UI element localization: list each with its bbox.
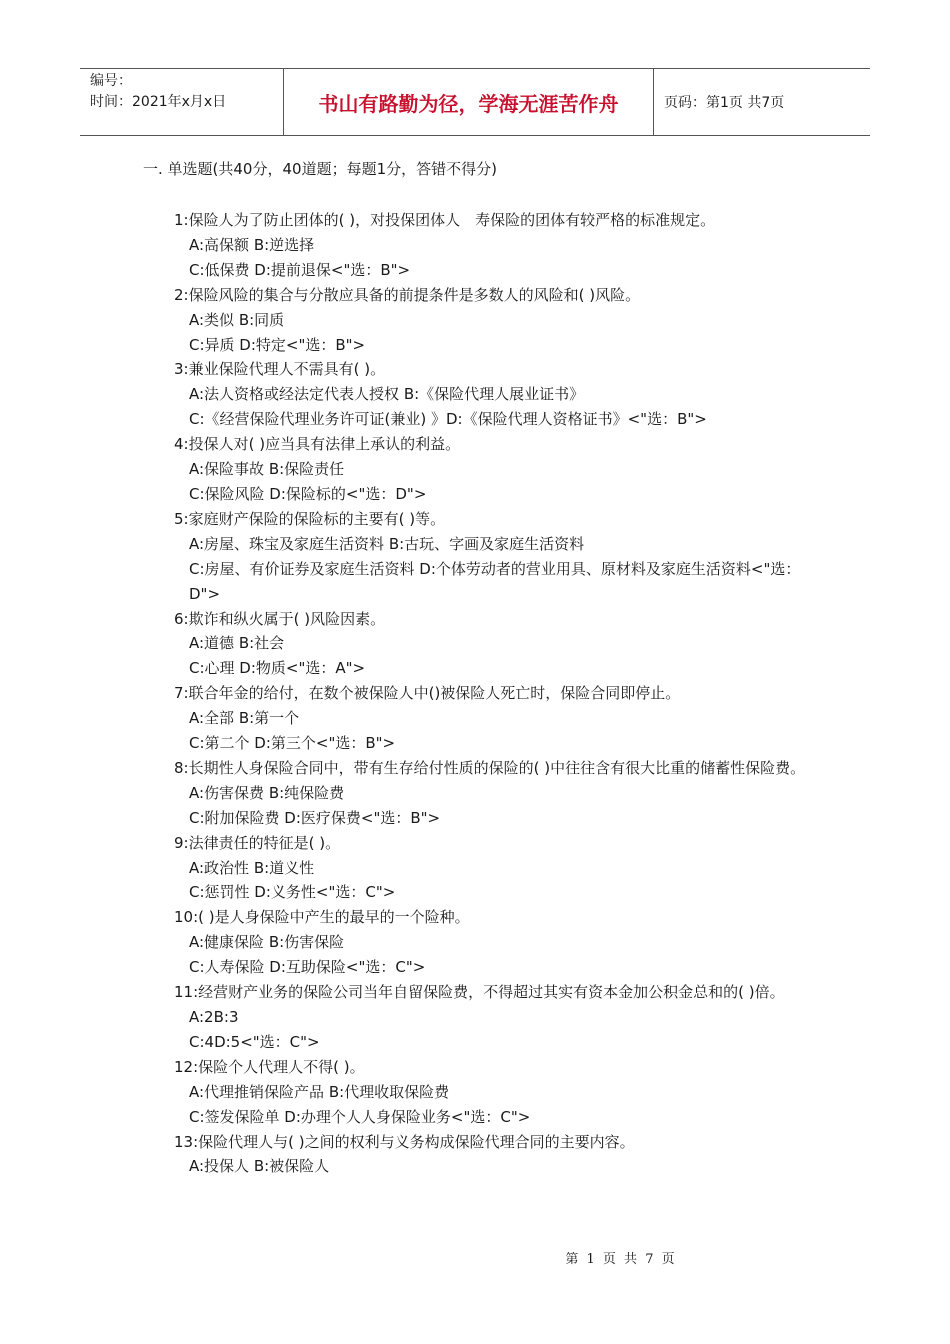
question-options-ab: A:2B:3 xyxy=(189,1008,239,1026)
page-header xyxy=(80,68,870,136)
question-stem: 6:欺诈和纵火属于( )风险因素。 xyxy=(174,609,386,628)
question-item xyxy=(172,507,812,607)
question-item xyxy=(172,905,812,980)
page-label: 页码：第1页 共7页 xyxy=(664,95,785,111)
question-list xyxy=(172,208,812,1179)
question-options-cd: C:4D:5<"选：C"> xyxy=(189,1032,320,1051)
question-options-ab: A:投保人 B:被保险人 xyxy=(189,1157,330,1176)
question-options-cd: C:《经营保险代理业务许可证(兼业) 》D:《保险代理人资格证书》<"选：B"> xyxy=(189,410,707,429)
question-options-cd: C:心理 D:物质<"选：A"> xyxy=(189,659,366,678)
question-options-cd: C:签发保险单 D:办理个人人身保险业务<"选：C"> xyxy=(189,1107,531,1126)
question-options-cd: C:附加保险费 D:医疗保费<"选：B"> xyxy=(189,808,441,827)
question-options-ab: A:高保额 B:逆选择 xyxy=(189,235,315,254)
question-item xyxy=(172,283,812,358)
code-label: 编号： xyxy=(90,73,132,89)
question-options-cd: C:人寿保险 D:互助保险<"选：C"> xyxy=(189,958,426,977)
question-options-ab: A:政治性 B:道义性 xyxy=(189,858,315,877)
page-number-cell xyxy=(654,69,870,135)
question-stem: 4:投保人对( )应当具有法律上承认的利益。 xyxy=(174,435,461,454)
question-options-cd: C:房屋、有价证券及家庭生活资料 D:个体劳动者的营业用具、原材料及家庭生活资料<"选：D"> xyxy=(189,559,801,603)
motto-text: 书山有路勤为径，学海无涯苦作舟 xyxy=(318,91,619,116)
question-stem: 5:家庭财产保险的保险标的主要有( )等。 xyxy=(174,509,446,528)
question-stem: 7:联合年金的给付，在数个被保险人中()被保险人死亡时，保险合同即停止。 xyxy=(174,684,681,703)
page-footer: 第 1 页 共 7 页 xyxy=(565,1252,675,1267)
question-stem: 13:保险代理人与( )之间的权利与义务构成保险代理合同的主要内容。 xyxy=(174,1132,635,1151)
question-options-cd: C:保险风险 D:保险标的<"选：D"> xyxy=(189,484,427,503)
question-item xyxy=(172,208,812,283)
question-item xyxy=(172,1130,812,1180)
question-item xyxy=(172,980,812,1055)
question-item xyxy=(172,681,812,756)
question-stem: 2:保险风险的集合与分散应具备的前提条件是多数人的风险和( )风险。 xyxy=(174,285,641,304)
question-stem: 8:长期性人身保险合同中，带有生存给付性质的保险的( )中往往含有很大比重的储蓄性保险费。 xyxy=(174,758,806,777)
question-stem: 3:兼业保险代理人不需具有( )。 xyxy=(174,360,386,379)
question-stem: 12:保险个人代理人不得( )。 xyxy=(174,1057,365,1076)
question-item xyxy=(172,607,812,682)
question-options-cd: C:低保费 D:提前退保<"选：B"> xyxy=(189,260,411,279)
question-item xyxy=(172,1055,812,1130)
question-item xyxy=(172,432,812,507)
header-info-cell xyxy=(80,69,283,135)
question-options-ab: A:保险事故 B:保险责任 xyxy=(189,460,345,479)
question-options-ab: A:健康保险 B:伤害保险 xyxy=(189,933,345,952)
question-options-cd: C:异质 D:特定<"选：B"> xyxy=(189,335,366,354)
time-label: 时间：2021年x月x日 xyxy=(90,94,227,110)
question-item xyxy=(172,831,812,906)
question-stem: 1:保险人为了防止团体的( )，对投保团体人 寿保险的团体有较严格的标准规定。 xyxy=(174,211,716,229)
motto-cell xyxy=(283,69,654,135)
question-options-ab: A:代理推销保险产品 B:代理收取保险费 xyxy=(189,1082,450,1101)
question-options-ab: A:全部 B:第一个 xyxy=(189,709,300,728)
question-options-ab: A:伤害保费 B:纯保险费 xyxy=(189,783,345,802)
question-stem: 11:经营财产业务的保险公司当年自留保险费，不得超过其实有资本金加公积金总和的( )倍。 xyxy=(174,983,785,1002)
question-options-ab: A:类似 B:同质 xyxy=(189,310,285,329)
question-stem: 9:法律责任的特征是( )。 xyxy=(174,833,341,852)
section-title: 一. 单选题(共40分，40道题；每题1分，答错不得分) xyxy=(143,160,497,178)
question-options-ab: A:房屋、珠宝及家庭生活资料 B:古玩、字画及家庭生活资料 xyxy=(189,534,585,553)
question-options-cd: C:第二个 D:第三个<"选：B"> xyxy=(189,734,396,753)
question-options-ab: A:道德 B:社会 xyxy=(189,634,285,653)
question-options-cd: C:惩罚性 D:义务性<"选：C"> xyxy=(189,883,396,902)
question-options-ab: A:法人资格或经法定代表人授权 B:《保险代理人展业证书》 xyxy=(189,385,585,404)
question-stem: 10:( )是人身保险中产生的最早的一个险种。 xyxy=(174,908,470,927)
question-item xyxy=(172,756,812,831)
question-item xyxy=(172,357,812,432)
